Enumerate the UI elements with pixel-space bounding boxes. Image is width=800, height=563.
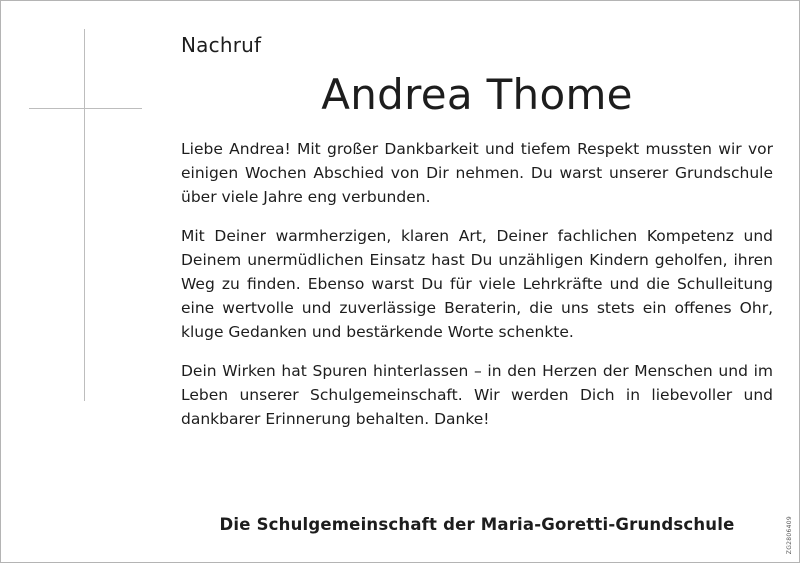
paragraph-3: Dein Wirken hat Spuren hinterlassen – in den Herzen der Menschen und im Leben unserer Schulgemeinschaft. Wir werden Dich in liebevoller und dankbarer Erinnerung behalten. Danke! [181,362,773,428]
signature: Die Schulgemeinschaft der Maria-Goretti-Grundschule [219,515,735,534]
notice-body [181,137,773,446]
cross-horizontal-bar [29,108,142,109]
paragraph-2: Mit Deiner warmherzigen, klaren Art, Deiner fachlichen Kompetenz und Deinem unermüdlichen Einsatz hast Du unzähligen Kindern geholfen, ihren Weg zu finden. Ebenso warst Du für viele Lehrkräfte und die Schulleitung eine wertvolle und zuverlässige Beraterin, die uns stets ein offenes Ohr, kluge Gedanken und bestärkende Worte schenkte. [181,227,773,341]
deceased-name: Andrea Thome [321,70,633,119]
ad-code: ZG2806409 [786,515,793,554]
cross-vertical-bar [84,29,85,401]
paragraph-1: Liebe Andrea! Mit großer Dankbarkeit und tiefem Respekt mussten wir vor einigen Wochen Abschied von Dir nehmen. Du warst unserer Grundschule über viele Jahre eng verbunden. [181,140,773,206]
notice-label: Nachruf [181,33,262,57]
